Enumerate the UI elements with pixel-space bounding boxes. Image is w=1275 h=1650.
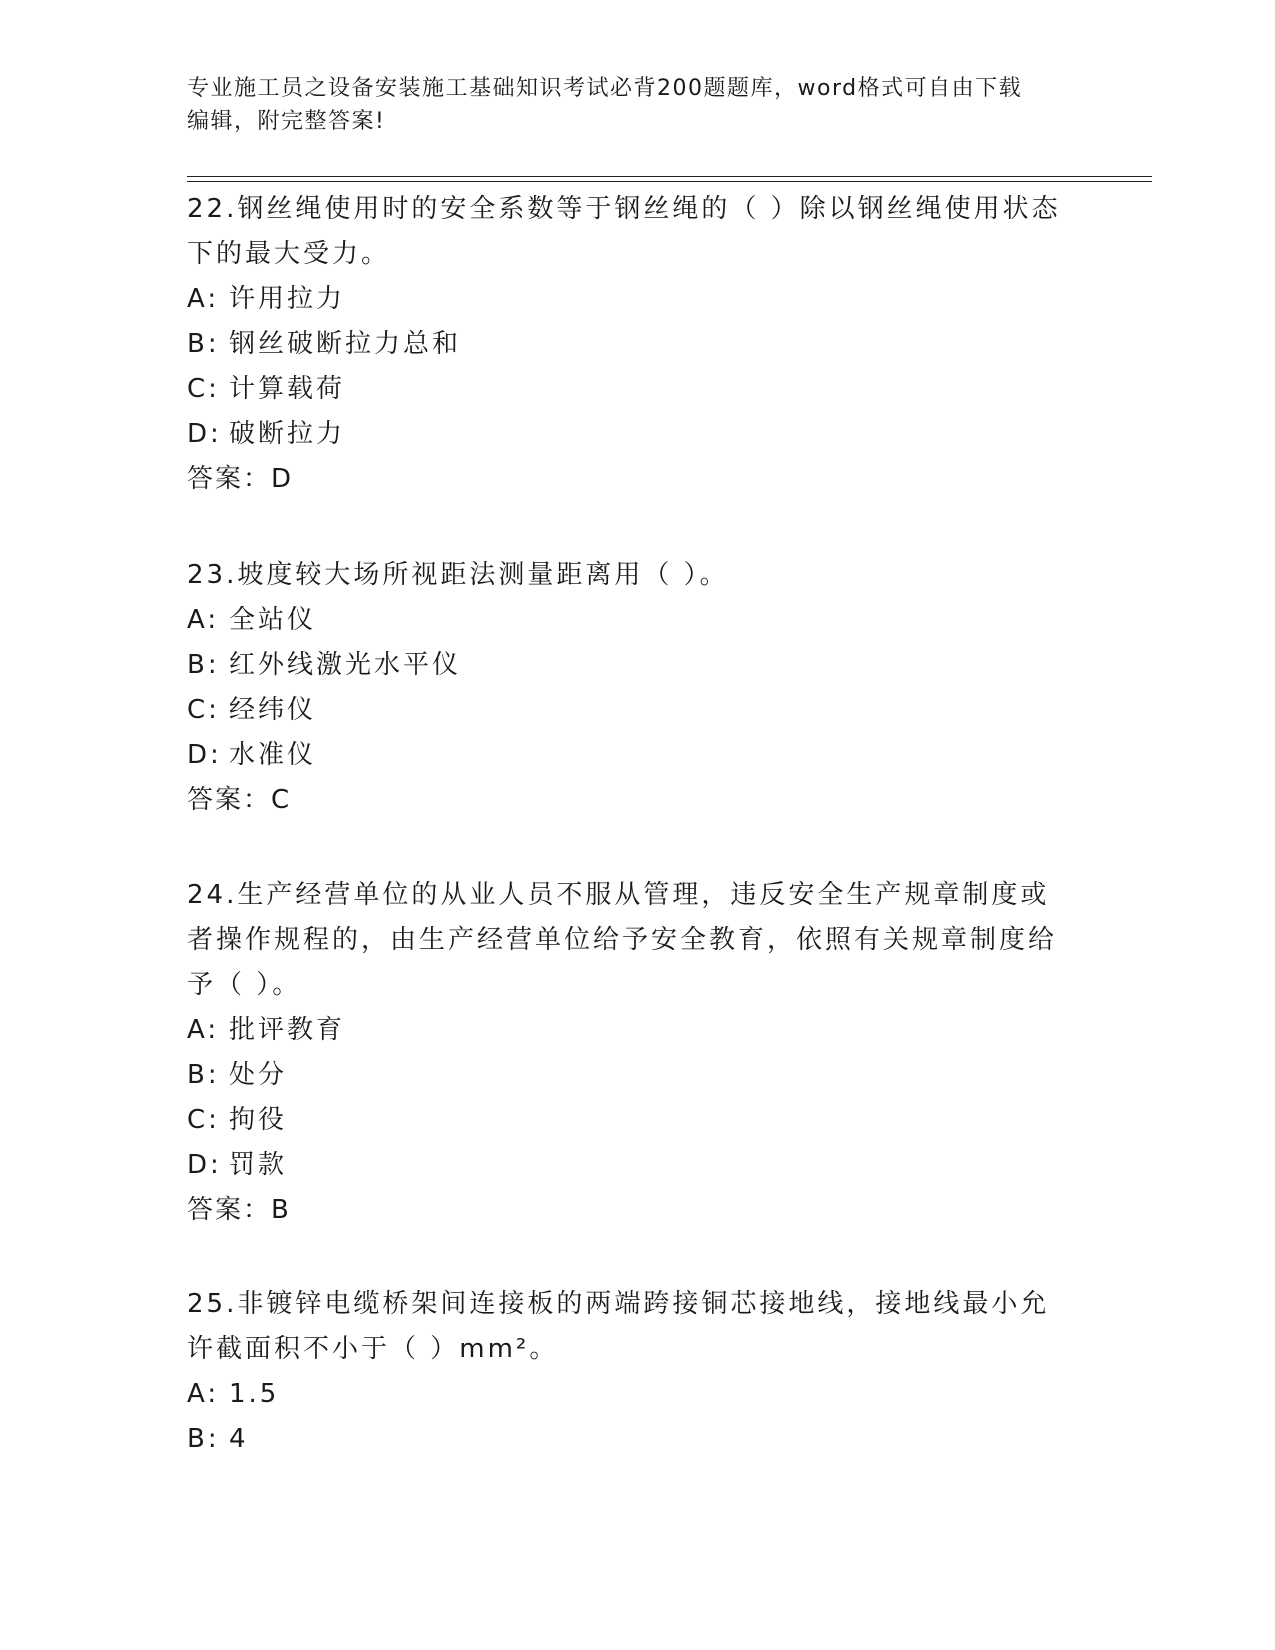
option-text: 1.5 — [229, 1379, 280, 1409]
option-d — [187, 412, 1067, 457]
option-b — [187, 1053, 1067, 1098]
option-a — [187, 277, 1067, 322]
option-letter: A: — [187, 284, 220, 314]
option-d — [187, 733, 1067, 778]
question-stem: 23.坡度较大场所视距法测量距离用（ ）。 — [187, 560, 729, 590]
answer-line: 答案：C — [187, 785, 292, 815]
question-22 — [187, 187, 1067, 502]
option-text: 水准仪 — [229, 740, 317, 770]
question-stem: 24.生产经营单位的从业人员不服从管理，违反安全生产规章制度或者操作规程的，由生产经营单位给予安全教育，依照有关规章制度给予（ ）。 — [187, 880, 1058, 1000]
option-text: 批评教育 — [229, 1015, 346, 1045]
option-letter: C: — [187, 374, 220, 404]
option-text: 计算载荷 — [229, 374, 346, 404]
answer-line: 答案：D — [187, 464, 294, 494]
option-text: 罚款 — [229, 1150, 288, 1180]
option-a — [187, 1372, 1067, 1417]
option-letter: B: — [187, 650, 220, 680]
option-c — [187, 688, 1067, 733]
question-stem: 22.钢丝绳使用时的安全系数等于钢丝绳的（ ）除以钢丝绳使用状态下的最大受力。 — [187, 194, 1061, 269]
question-24 — [187, 873, 1067, 1233]
option-text: 破断拉力 — [229, 419, 346, 449]
option-text: 许用拉力 — [229, 284, 346, 314]
option-d — [187, 1143, 1067, 1188]
option-letter: C: — [187, 695, 220, 725]
option-c — [187, 367, 1067, 412]
option-text: 4 — [229, 1424, 249, 1454]
option-b — [187, 1417, 1067, 1462]
option-letter: B: — [187, 1424, 220, 1454]
option-letter: D: — [187, 419, 222, 449]
option-letter: D: — [187, 740, 222, 770]
header-divider-bottom — [187, 181, 1152, 182]
option-c — [187, 1098, 1067, 1143]
option-text: 钢丝破断拉力总和 — [229, 329, 462, 359]
option-a — [187, 1008, 1067, 1053]
header-line-1: 专业施工员之设备安装施工基础知识考试必背200题题库，word格式可自由下载 — [187, 76, 1023, 101]
option-text: 全站仪 — [229, 605, 317, 635]
document-header — [187, 72, 1067, 138]
option-letter: C: — [187, 1105, 220, 1135]
header-line-2: 编辑，附完整答案! — [187, 109, 386, 134]
question-25 — [187, 1282, 1067, 1462]
header-divider-top — [187, 176, 1152, 177]
option-text: 经纬仪 — [229, 695, 317, 725]
answer-line: 答案：B — [187, 1195, 291, 1225]
question-stem: 25.非镀锌电缆桥架间连接板的两端跨接铜芯接地线，接地线最小允许截面积不小于（ ）mm²。 — [187, 1289, 1050, 1364]
option-text: 处分 — [229, 1060, 288, 1090]
option-letter: A: — [187, 1379, 220, 1409]
option-letter: D: — [187, 1150, 222, 1180]
option-b — [187, 322, 1067, 367]
question-23 — [187, 553, 1067, 823]
option-text: 拘役 — [229, 1105, 288, 1135]
option-text: 红外线激光水平仪 — [229, 650, 462, 680]
option-letter: A: — [187, 605, 220, 635]
option-letter: A: — [187, 1015, 220, 1045]
option-letter: B: — [187, 1060, 220, 1090]
option-b — [187, 643, 1067, 688]
option-a — [187, 598, 1067, 643]
option-letter: B: — [187, 329, 220, 359]
